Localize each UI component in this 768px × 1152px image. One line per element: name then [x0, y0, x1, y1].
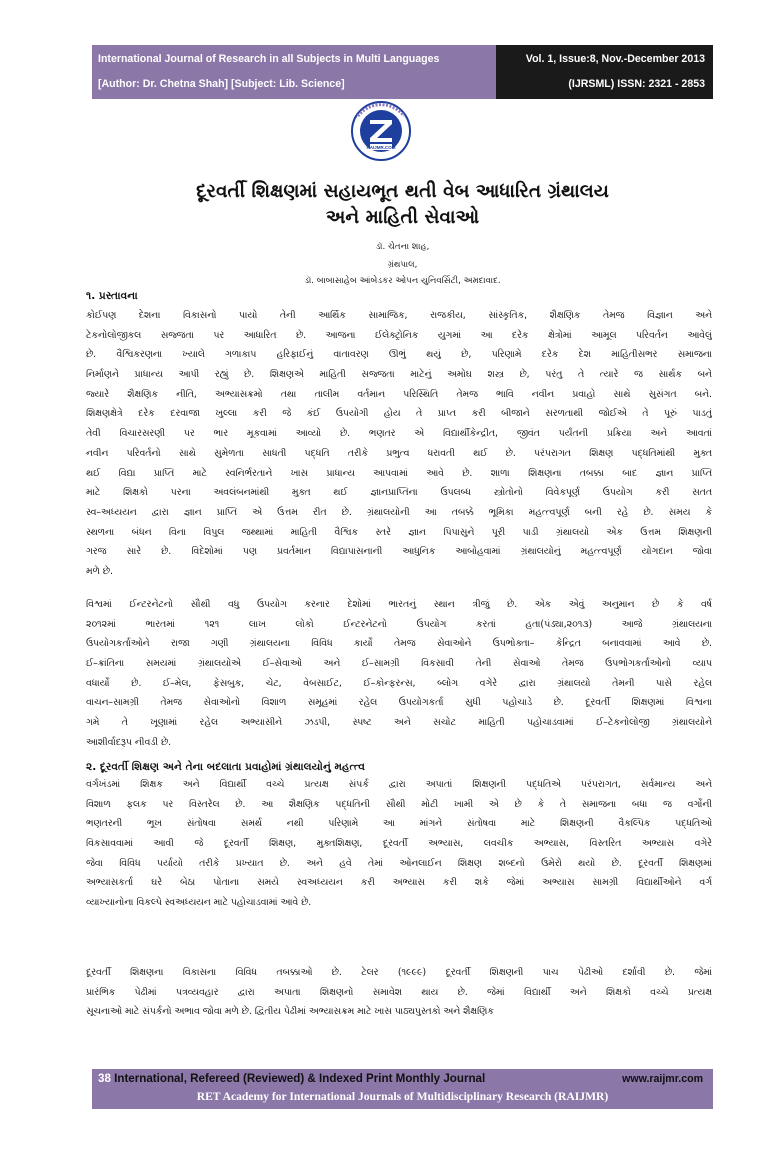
intro-para2-line: ઈ–ક્રાંતિના સમયમાં ગ્રંથાલયોએ ઈ–સેવાઓ અને ઈ–સામગ્રી વિકસાવી તેની સેવાઓ તેમજ ઉપભોગકર્તાઓનો વ્યાપ	[86, 658, 712, 670]
intro-para1-line: નિર્માણને પ્રાધાન્ય આપી રહ્યું છે. શિક્ષણએ માહિતી સજ્જતા માટેનું અમોઘ શસ્ત્ર છે, પરંતુ તે ત્યારે જ સાર્થક બને	[86, 369, 712, 381]
academy-name: RET Academy for International Journals of Multidisciplinary Research (RAIJMR)	[196, 1090, 609, 1103]
intro-para2-line: વધાર્યો છે. ઈ–મેલ, ફેસબુક, ચેટ, વેબસાઈટ, ઈ–કોન્ફરન્સ, બ્લોગ વગેરે દ્વારા ગ્રંથાલયો તેમની પાસે રહેલ	[86, 677, 712, 689]
distance-para1-line: અભ્યાસકર્તા ઘરે બેઠા પોતાના સમયે સ્વઅધ્યયન કરી અભ્યાસ કરી શકે જેમાં અભ્યાસ સામગ્રી વિદ્યાર્થીઓને વર્ગ	[86, 877, 712, 889]
intro-para2-line: વાચન–સામગ્રી તેમજ સેવાઓનો વિશાળ સમૂહમાં રહેલ ઉપયોગકર્તા સુધી પહોચાડે છે. દૂરવર્તી શિક્ષણમાં વિશ્વના	[86, 697, 712, 709]
footer-journal-line	[98, 1072, 485, 1085]
website-link[interactable]: www.raijmr.com	[622, 1073, 703, 1085]
intro-para1-line: તેવી વિચારસરણી પર ભાર મૂકવામાં આવ્યો છે. ભણતર એ વિદ્યાર્થીકેન્દ્રીત, જીવંત પર્યંતની પ્રક્રિયા અને આવતાં	[86, 428, 712, 440]
intro-para1-line: છે. વૈશ્વિકરણના ખ્યાલે ગળાકાપ હરિફાઈનું વાતાવરણ ઊભું થયું છે, પરિણામે દરેક દેશ માહિતીસભર સમાજના	[86, 349, 712, 361]
distance-para1-line: વિશાળ ફલક પર વિસ્તરેલ છે. આ શૈક્ષણિક પદ્ધતિની સૌથી મોટી ખામી એ છે કે તે સમાજના બધા જ વર્ગોની	[86, 798, 712, 810]
intro-para1-line: નવીન પરિવર્તનો સાથે સુમેળતા સાધતી પદ્ધતિ તરીકે પ્રભુત્વ ધરાવતી થઈ છે. પરંપરાગત શિક્ષણ પદ્ધતિમાંથી મુક્ત	[86, 447, 712, 459]
logo-text: RAIJMR.COM	[366, 145, 396, 150]
journal-footer	[92, 1069, 713, 1109]
section-heading-introduction: ૧. પ્રસ્તાવના	[86, 290, 138, 302]
distance-para1-line: વ્યાખ્યાનોના વિકલ્પે સ્વઅધ્યયન માટે પહોચાડવામાં આવે છે.	[86, 897, 312, 909]
article-title-line1: દૂરવર્તી શિક્ષણમાં સહાયભૂત થતી વેબ આધારિત ગ્રંથાલય	[196, 181, 609, 202]
paragraph-intro-2	[86, 595, 712, 753]
distance-para1-line: વર્ગખંડમાં શિક્ષક અને વિદ્યાર્થી વચ્ચે પ્રત્યક્ષ સંપર્ક દ્વારા અપાતાં શિક્ષણની પદ્ધતિએ પરંપરાગત, સર્વમાન્ય અને	[86, 779, 712, 790]
intro-para1-line: સ્થળના બંધન વિના વિપુલ જથ્થામાં માહિતી વૈશ્વિક સ્તરે જ્ઞાન પિપાસુને પૂરી પાડી ગ્રંથાલયો એક ઉત્તમ શિક્ષણની	[86, 526, 712, 538]
intro-para1-line: જ્યારે શૈક્ષણિક નીતિ, અભ્યાસક્રમો તથા તાલીમ વર્તમાન પરિસ્થિતિ તેમજ ભાવિ નવીન પ્રવાહો સાથે સુસંગત બને.	[86, 388, 712, 400]
intro-para1-line: ગરજ સારે છે. વિદેશોમાં પણ પ્રવર્તમાન વિદ્યાપાસનાની આધુનિક આબોહવામાં ગ્રંથાલયોનું મહત્ત્વપૂર્ણ યોગદાન જોવા	[86, 546, 712, 558]
header-left-panel	[92, 45, 496, 99]
footer-journal-text: International, Refereed (Reviewed) & Indexed Print Monthly Journal	[114, 1072, 486, 1085]
issn: (IJRSML) ISSN: 2321 - 2853	[568, 78, 705, 90]
intro-para2-line: ઉપયોગકર્તાઓને રાજા ગણી ગ્રંથાલયના વિવિધ કાર્યો તેમજ સેવાઓને ઉપભોક્તા– કેન્દ્રિત બનાવવામાં આવે છે.	[86, 638, 712, 650]
intro-para2-line: આશીર્વાદરૂપ નીવડી છે.	[86, 736, 172, 748]
distance-para1-line: જેવા વિવિધ પર્યાયો તરીકે પ્રખ્યાત છે. અને હવે તેમાં ઓનલાઈન શિક્ષણ શબ્દનો ઉમેરો થયો છે. દૂરવર્તી શિક્ષણમાં	[86, 857, 712, 869]
article-title-line2: અને માહિતી સેવાઓ	[325, 207, 480, 228]
intro-para2-line: ૨૦૧૨માં ભારતમાં ૧૨૧ લાખ લોકો ઈન્ટરનેટનો ઉપયોગ કરતાં હતા(પંડ્યા,૨૦૧૩) આજે ગ્રંથાલયના	[86, 618, 712, 630]
volume-issue: Vol. 1, Issue:8, Nov.-December 2013	[525, 53, 705, 65]
author-role: ગ્રંથપાલ,	[387, 260, 418, 270]
author-name: ડૉ. ચેતના શાહ,	[375, 242, 430, 252]
distance-para2-line: સૂચનાઓ માટે સંપર્કનો અભાવ જોવા મળે છે. દ્વિતીય પેઢીમાં અભ્યાસક્રમ માટે ખાસ પાઠ્યપુસ્તકો અને શૈક્ષણિક	[86, 1006, 494, 1018]
intro-para2-line: ગમે તે ખૂણામાં રહેલ અભ્યાસીને ઝડપી, સ્પષ્ટ અને સચોટ માહિતી પહોચાડવામાં ઈ–ટેકનોલોજી ગ્રંથાલયોને	[86, 717, 712, 729]
paragraph-distance-1	[86, 775, 712, 913]
raijmr-logo	[350, 100, 412, 162]
journal-name: International Journal of Research in all Subjects in Multi Languages	[98, 53, 440, 65]
distance-para1-line: ભણતરની ભૂખ સંતોષવા સમર્થ નથી પરિણામે આ માંગને સંતોષવા માટે શિક્ષણની વૈકલ્પિક પદ્ધતિઓ	[86, 818, 712, 830]
section-heading-distance-education: ૨. દૂરવર્તી શિક્ષણ અને તેના બદલાતા પ્રવાહોમાં ગ્રંથાલયોનું મહત્ત્વ	[86, 761, 365, 773]
intro-para1-line: સ્વ–અધ્યયન દ્વારા જ્ઞાન પ્રાપ્તિ એ ઉત્તમ રીત છે. ગ્રંથાલયોની આ તબક્કે ભૂમિકા મહત્ત્વપૂર્ણ બની રહે છે. સમય કે	[86, 506, 712, 518]
intro-para1-line: મળે છે.	[86, 565, 113, 577]
journal-header	[92, 45, 713, 99]
distance-para2-line: દૂરવર્તી શિક્ષણના વિકાસના વિવિધ તબક્કાઓ છે. ટેલર (૧૯૯૯) દૂરવર્તી શિક્ષણની પાચ પેઢીઓ દર્શાવી છે. જેમાં	[86, 967, 712, 978]
intro-para1-line: માટે શિક્ષકો પરના અવલંબનમાંથી મુક્ત થઈ જ્ઞાનપ્રાપ્તિના ઉપલબ્ધ સ્ત્રોતોનો વિવેકપૂર્ણ ઉપયોગ કરી સતત	[86, 487, 712, 499]
paragraph-distance-2	[86, 963, 712, 1022]
paragraph-intro-1	[86, 306, 712, 582]
author-affiliation: ડૉ. બાબાસાહેબ આંબેડકર ઓપન યુનિવર્સિટી, અમદાવાદ.	[304, 276, 501, 286]
intro-para2-line: વિશ્વમાં ઈન્ટરનેટનો સૌથી વધુ ઉપયોગ કરનાર દેશોમાં ભારતનું સ્થાન ત્રીજું છે. એક એવું અનુમાન છે કે વર્ષ	[86, 599, 712, 610]
distance-para2-line: પ્રારંભિક પેઢીમાં પત્રવ્યવહાર દ્વારા અપાતા શિક્ષણનો સમાવેશ થાય છે. જેમાં વિદ્યાર્થી અને શિક્ષકો વચ્ચે પ્રત્યક્ષ	[86, 986, 712, 998]
intro-para1-line: શિક્ષણક્ષેત્રે દરેક દરવાજા ખુલ્લા કરી જે કંઈ ઉપયોગી હોય તે પ્રાપ્ત કરી બીજાને સરળતાથી જોઈએ તે પૂરું પાડતું	[86, 408, 712, 420]
page-number: 38	[98, 1072, 111, 1085]
intro-para1-line: થઈ વિદ્યા પ્રાપ્તિ માટે સ્વનિર્ભરતાને ખાસ પ્રાધાન્ય આપવામાં આવે છે. શાળા શિક્ષણના તબક્કા બાદ જ્ઞાન પ્રાપ્તિ	[86, 467, 712, 479]
author-subject: [Author: Dr. Chetna Shah] [Subject: Lib. Science]	[98, 78, 345, 90]
distance-para1-line: વિકસાવવામાં આવી જે દૂરવર્તી શિક્ષણ, મુક્તશિક્ષણ, દૂરવર્તી અભ્યાસ, લવચીક અભ્યાસ, વિસ્તરિત અભ્યાસ વગેરે	[86, 838, 712, 850]
intro-para1-line: કોઈપણ દેશના વિકાસનો પાયો તેની આર્થિક સામાજિક, રાજકીય, સાંસ્કૃતિક, શૈક્ષણિક તેમજ વિજ્ઞાન અને	[86, 310, 712, 321]
intro-para1-line: ટેકનોલોજીકલ સજ્જતા પર આધારિત છે. આજના ઈલેક્ટ્રોનિક યુગમાં આ દરેક ક્ષેત્રોમાં આમૂલ પરિવર્તન આવેલું	[86, 329, 712, 341]
header-right-panel	[496, 45, 713, 99]
